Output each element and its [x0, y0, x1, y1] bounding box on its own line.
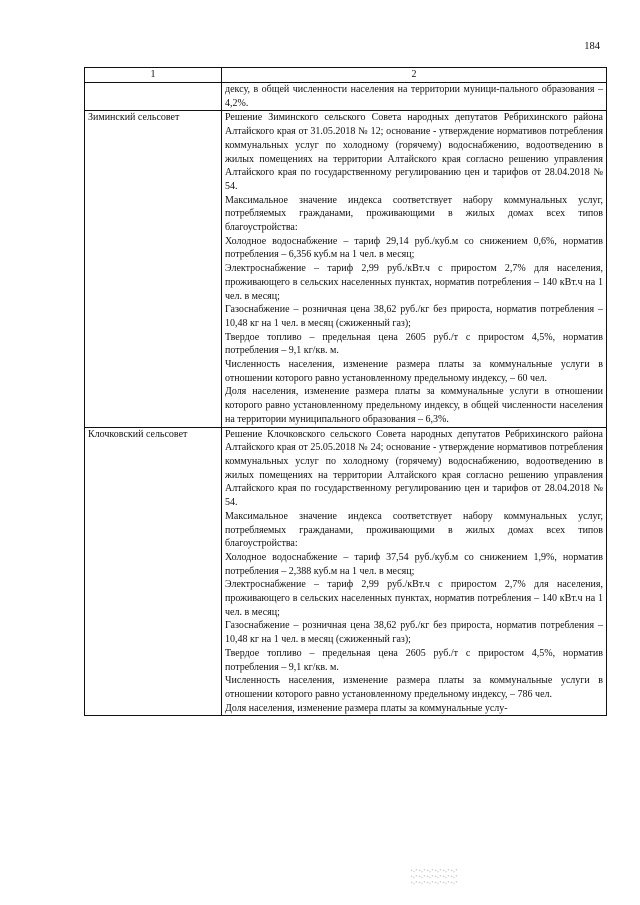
- paragraph-solid-fuel: Твердое топливо – предельная цена 2605 руб./т с приростом 4,5%, норматив потребления – 9,1 кг/кв. м.: [225, 647, 603, 673]
- paragraph-cold-water: Холодное водоснабжение – тариф 29,14 руб./куб.м со снижением 0,6%, норматив потребления – 6,356 куб.м на 1 чел. в месяц;: [225, 235, 603, 261]
- paragraph-cold-water: Холодное водоснабжение – тариф 37,54 руб./куб.м со снижением 1,9%, норматив потребления – 2,388 куб.м на 1 чел. в месяц;: [225, 551, 603, 577]
- paragraph-gas: Газоснабжение – розничная цена 38,62 руб./кг без прироста, норматив потребления – 10,48 кг на 1 чел. в месяц (сжиженный газ);: [225, 620, 603, 646]
- column-header-1: 1: [85, 68, 222, 83]
- paragraph-solid-fuel: Твердое топливо – предельная цена 2605 руб./т с приростом 4,5%, норматив потребления – 9,1 кг/кв. м.: [225, 331, 603, 357]
- paragraph-population: Численность населения, изменение размера платы за коммунальные услуги в отношении которого равно установленному предельному индексу, – 786 чел.: [225, 675, 603, 700]
- paragraph-population: Численность населения, изменение размера платы за коммунальные услуги в отношении которого равно установленному предельному индексу, – 60 чел.: [225, 359, 603, 384]
- paragraph-population-share: Доля населения, изменение размера платы за коммунальные услу-: [225, 702, 508, 714]
- table-row-klochkovsky: [85, 427, 607, 716]
- scan-smudge: [410, 868, 458, 886]
- table-row-continuation: [85, 83, 607, 111]
- content-cell-ziminsky: [222, 111, 607, 427]
- paragraph-gas: Газоснабжение – розничная цена 38,62 руб./кг без прироста, норматив потребления – 10,48 кг на 1 чел. в месяц (сжиженный газ);: [225, 304, 603, 329]
- paragraph-electricity: Электроснабжение – тариф 2,99 руб./кВт.ч с приростом 2,7% для населения, проживающего в сельских населенных пунктах, норматив потребления – 140 кВт.ч на 1 чел. в месяц;: [225, 263, 603, 302]
- column-header-2: 2: [222, 68, 607, 83]
- content-cell-klochkovsky: [222, 427, 607, 716]
- content-cell-continuation: [222, 83, 607, 111]
- paragraph-electricity: Электроснабжение – тариф 2,99 руб./кВт.ч с приростом 2,7% для населения, проживающего в сельских населенных пунктах, норматив потребления – 140 кВт.ч на 1 чел. в месяц;: [225, 579, 603, 618]
- region-cell-empty: [85, 83, 222, 111]
- paragraph-decision: Решение Зиминского сельского Совета народных депутатов Ребрихинского района Алтайского края от 31.05.2018 № 12; основание - утверждение нормативов потребления коммунальных услуг по холодному (горячему) водоснабжению, водоотведению в жилых помещениях на территории Алтайского края согласно решению управления Алтайского края по государственному регулированию цен и тарифов от 28.04.2018 № 54.: [225, 112, 603, 192]
- table-header-row: [85, 68, 607, 83]
- paragraph-max-index: Максимальное значение индекса соответствует набору коммунальных услуг, потребляемых гражданами, проживающими в жилых домах всех типов благоустройства:: [225, 510, 603, 550]
- paragraph-max-index: Максимальное значение индекса соответствует набору коммунальных услуг, потребляемых гражданами, проживающими в жилых домах всех типов благоустройства:: [225, 194, 603, 234]
- tariff-table: [84, 67, 607, 716]
- paragraph-continuation: дексу, в общей численности населения на территории муници-пального образования – 4,2%.: [225, 84, 603, 109]
- region-name-klochkovsky: Клочковский сельсовет: [85, 427, 222, 716]
- paragraph-population-share: Доля населения, изменение размера платы за коммунальные услуги в отношении которого равно установленному предельному индексу, в общей численности населения на территории муниципального образования – 6,3%.: [225, 386, 603, 425]
- paragraph-decision: Решение Клочковского сельского Совета народных депутатов Ребрихинского района Алтайского края от 25.05.2018 № 24; основание - утверждение нормативов потребления коммунальных услуг по холодному (горячему) водоснабжению, водоотведению в жилых помещениях на территории Алтайского края согласно решению управления Алтайского края по государственному регулированию цен и тарифов от 28.04.2018 № 54.: [225, 428, 603, 509]
- page-number: 184: [584, 41, 600, 52]
- region-name-ziminsky: Зиминский сельсовет: [85, 111, 222, 427]
- table-row-ziminsky: [85, 111, 607, 427]
